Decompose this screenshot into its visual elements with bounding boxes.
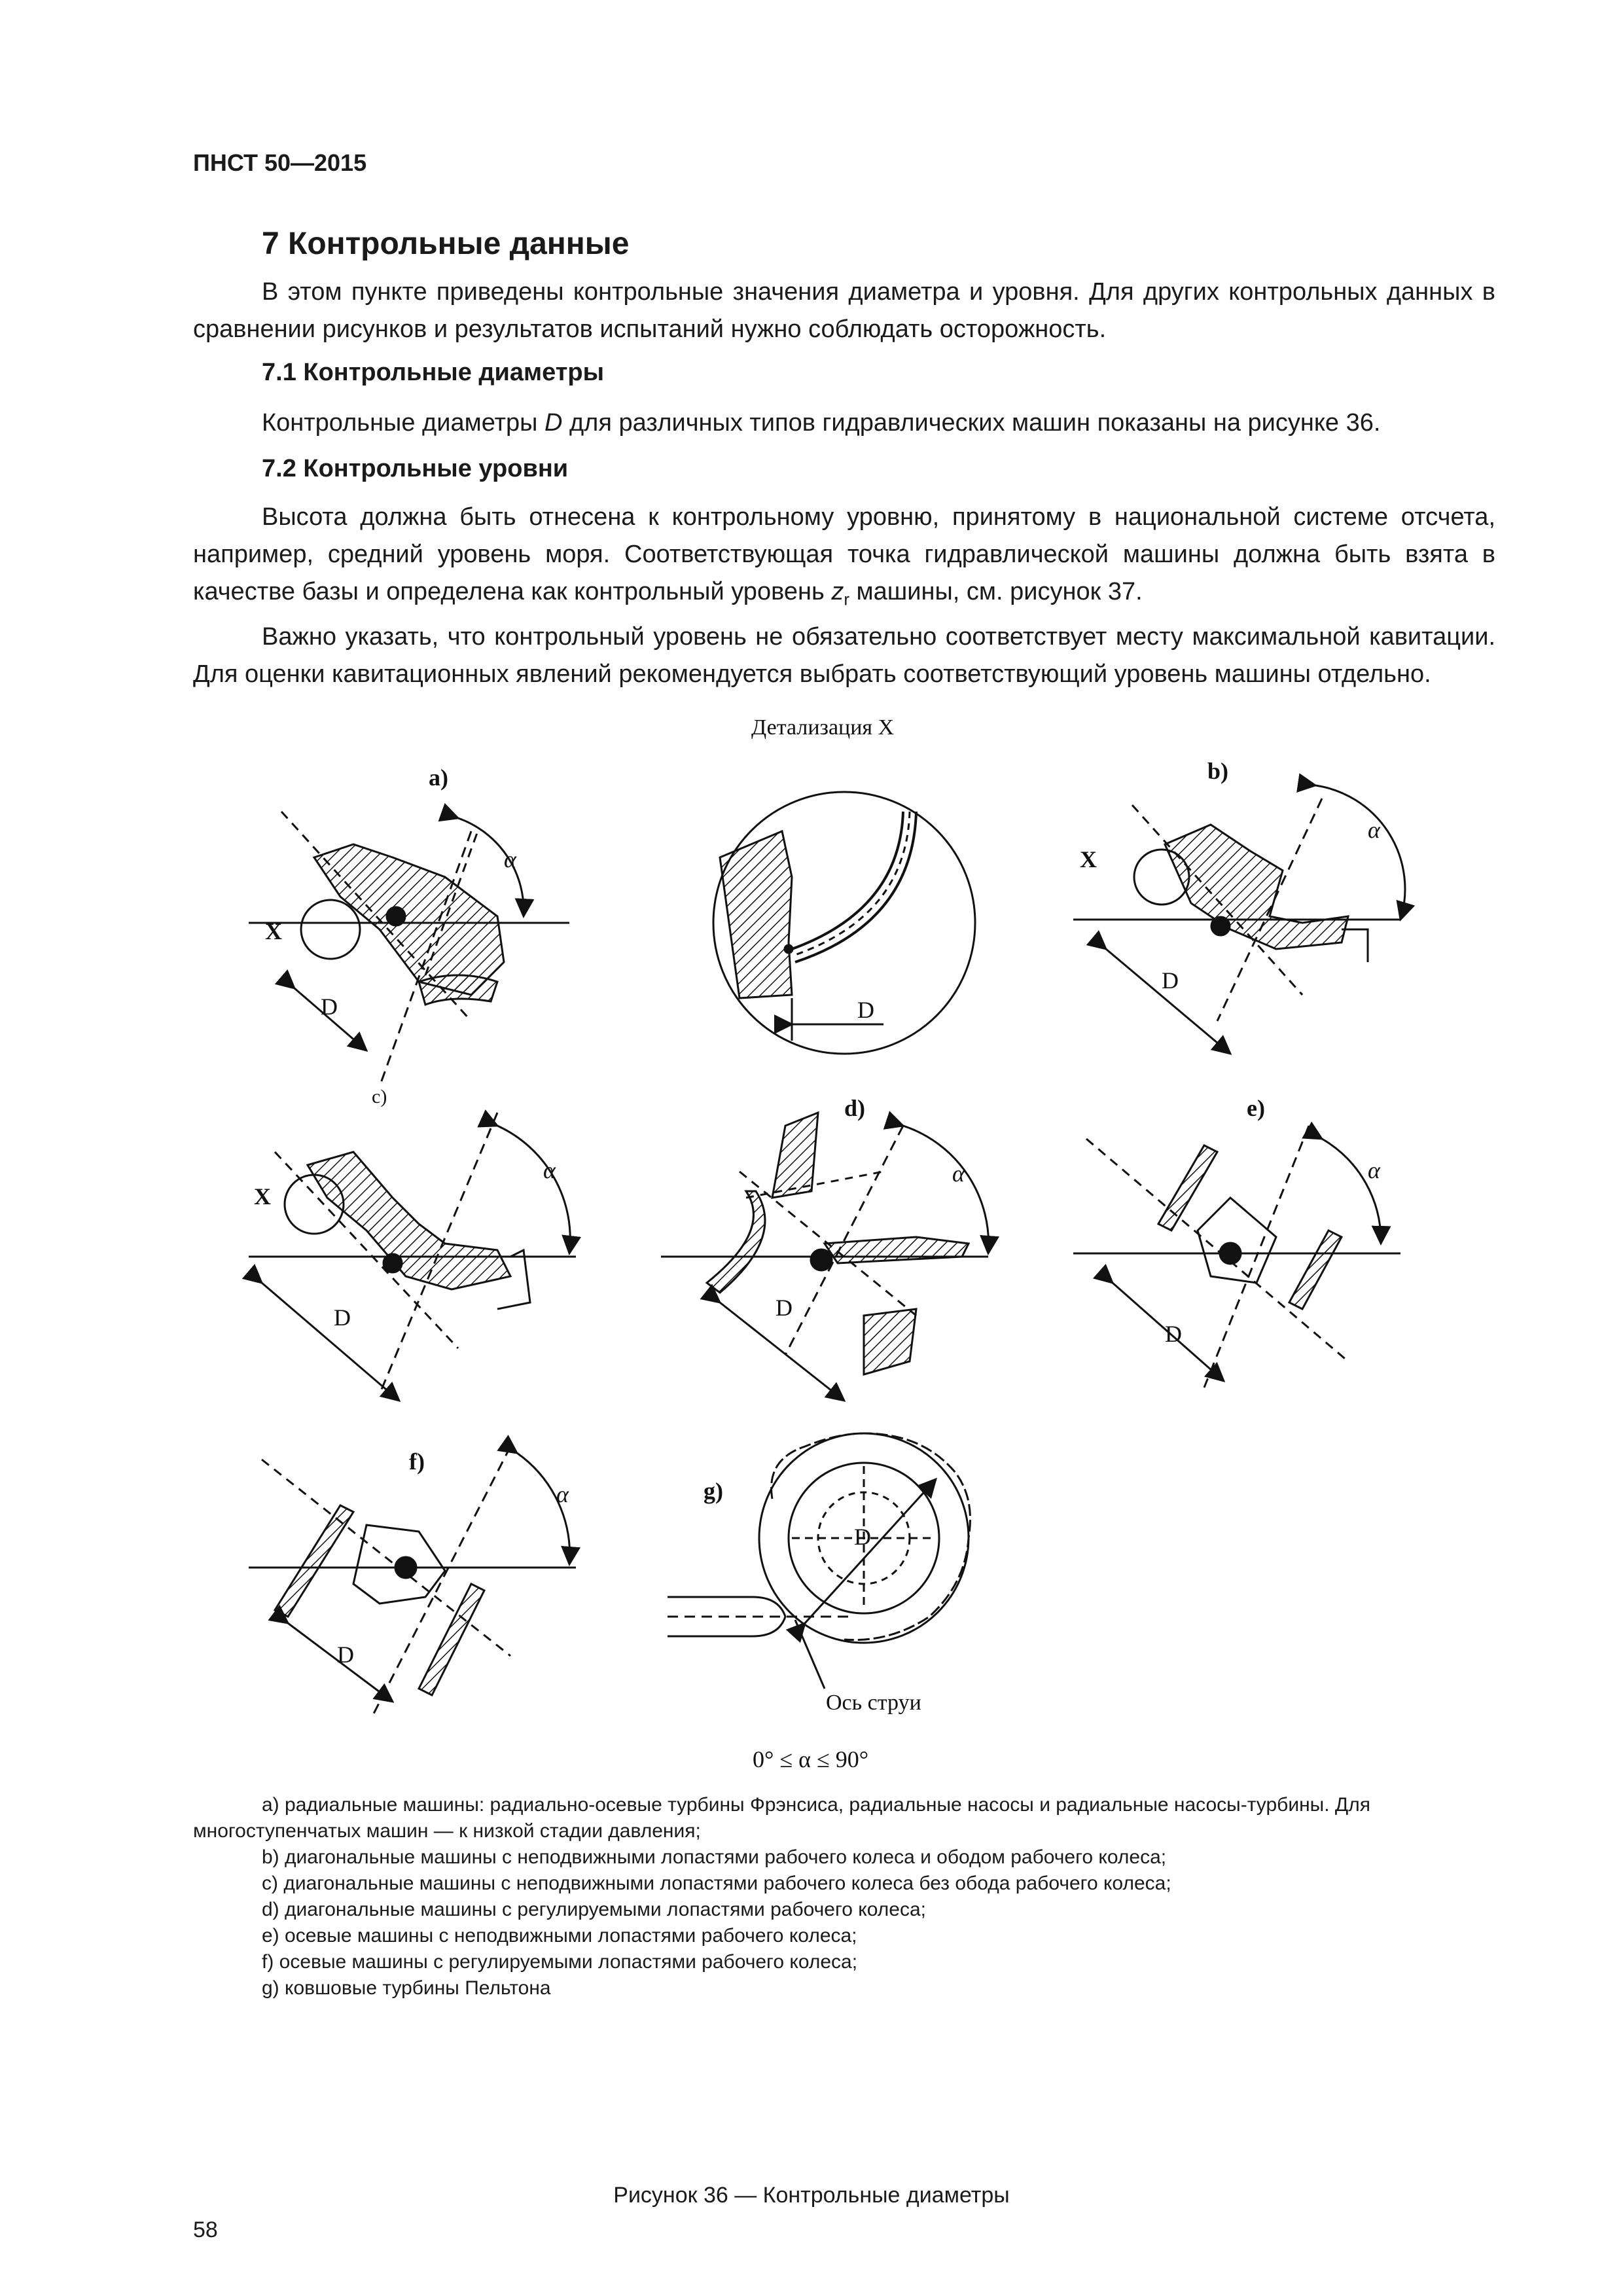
label-d-f: D bbox=[337, 1641, 354, 1668]
legend-item-b: b) диагональные машины с неподвижными лопастями рабочего колеса и ободом рабочего колеса; bbox=[262, 1846, 1167, 1868]
panel-label-a: a) bbox=[429, 764, 448, 791]
legend-item-e: e) осевые машины с неподвижными лопастями рабочего колеса; bbox=[262, 1925, 857, 1946]
label-d-detail: D bbox=[857, 997, 874, 1023]
diameter-symbol: D bbox=[544, 409, 563, 437]
levels-p1-after: машины, см. рисунок 37. bbox=[849, 578, 1143, 605]
label-x-c: X bbox=[254, 1183, 271, 1210]
subsection-title-levels: 7.2 Контрольные уровни bbox=[262, 455, 569, 482]
z-symbol: z bbox=[831, 578, 844, 605]
panel-c-diagonal-no-rim bbox=[249, 1113, 576, 1401]
panel-d-diagonal-adjustable bbox=[661, 1113, 989, 1401]
panel-label-f: f) bbox=[409, 1448, 425, 1475]
panel-label-c: c) bbox=[372, 1086, 387, 1107]
legend-item-d: d) диагональные машины с регулируемыми лопастями рабочего колеса; bbox=[262, 1899, 926, 1920]
levels-p1-text: Высота должна быть отнесена к контрольному уровню, принятому в национальной системе отсчета, например, средний уровень моря. Соответствующая точка гидравлической машины должна быть взята в качестве базы и определена как контрольный уровень bbox=[193, 503, 1495, 605]
intro-paragraph: В этом пункте приведены контрольные значения диаметра и уровня. Для других контрольных данных в сравнении рисунков и результатов испытаний нужно соблюдать осторожность. bbox=[193, 278, 1495, 343]
panel-label-g: g) bbox=[704, 1478, 723, 1504]
panel-b-diagonal-rim bbox=[1073, 785, 1405, 1054]
page-number: 58 bbox=[193, 2217, 218, 2242]
label-d-g: D bbox=[854, 1524, 871, 1550]
label-alpha-e: α bbox=[1368, 1157, 1380, 1183]
label-d-d: D bbox=[776, 1295, 793, 1321]
document-code: ПНСТ 50—2015 bbox=[193, 149, 367, 176]
label-alpha-b: α bbox=[1368, 817, 1380, 843]
subsection-title-diameters: 7.1 Контрольные диаметры bbox=[262, 359, 605, 386]
diameters-text-after: для различных типов гидравлических машин показаны на рисунке 36. bbox=[562, 409, 1381, 437]
label-alpha-d: α bbox=[952, 1160, 965, 1187]
panel-a-radial bbox=[249, 812, 569, 1086]
panel-f-axial-adjustable bbox=[249, 1446, 576, 1715]
figure-legend bbox=[193, 1792, 1495, 2001]
legend-item-f: f) осевые машины с регулируемыми лопастями рабочего колеса; bbox=[262, 1951, 858, 1973]
label-x-b: X bbox=[1080, 846, 1097, 872]
label-x-a: X bbox=[265, 918, 282, 944]
legend-item-c: c) диагональные машины с неподвижными лопастями рабочего колеса без обода рабочего колеса; bbox=[262, 1873, 1171, 1894]
jet-axis-label: Ось струи bbox=[826, 1691, 921, 1715]
label-alpha-f: α bbox=[556, 1481, 569, 1507]
legend-item-a: a) радиальные машины: радиально-осевые турбины Фрэнсиса, радиальные насосы и радиальные насосы-турбины. Для многоступенчатых машин — к низкой стадии давления; bbox=[193, 1794, 1370, 1842]
detail-x-title: Детализация X bbox=[751, 715, 895, 740]
label-d-e: D bbox=[1165, 1321, 1182, 1347]
z-subscript: r bbox=[844, 589, 849, 609]
figure-caption: Рисунок 36 — Контрольные диаметры bbox=[613, 2183, 1010, 2208]
diameters-text-before: Контрольные диаметры bbox=[262, 409, 544, 437]
levels-paragraph-2: Важно указать, что контрольный уровень не обязательно соответствует месту максимальной кавитации. Для оценки кавитационных явлений рекомендуется выбрать соответствующий уровень машины отдельно. bbox=[193, 622, 1495, 688]
panel-label-e: e) bbox=[1247, 1095, 1265, 1121]
label-alpha-c: α bbox=[543, 1157, 556, 1183]
legend-item-g: g) ковшовые турбины Пельтона bbox=[262, 1977, 551, 1999]
panel-e-axial-fixed bbox=[1073, 1126, 1400, 1388]
section-title: 7 Контрольные данные bbox=[262, 226, 630, 261]
label-d-c: D bbox=[334, 1304, 351, 1331]
panel-g-pelton bbox=[668, 1433, 971, 1689]
angle-range: 0° ≤ α ≤ 90° bbox=[753, 1746, 869, 1772]
label-d-b: D bbox=[1162, 967, 1179, 994]
label-d-a: D bbox=[321, 994, 338, 1020]
label-alpha-a: α bbox=[504, 846, 516, 872]
detail-x-view bbox=[713, 792, 975, 1054]
panel-label-b: b) bbox=[1207, 758, 1229, 784]
panel-label-d: d) bbox=[844, 1095, 866, 1121]
